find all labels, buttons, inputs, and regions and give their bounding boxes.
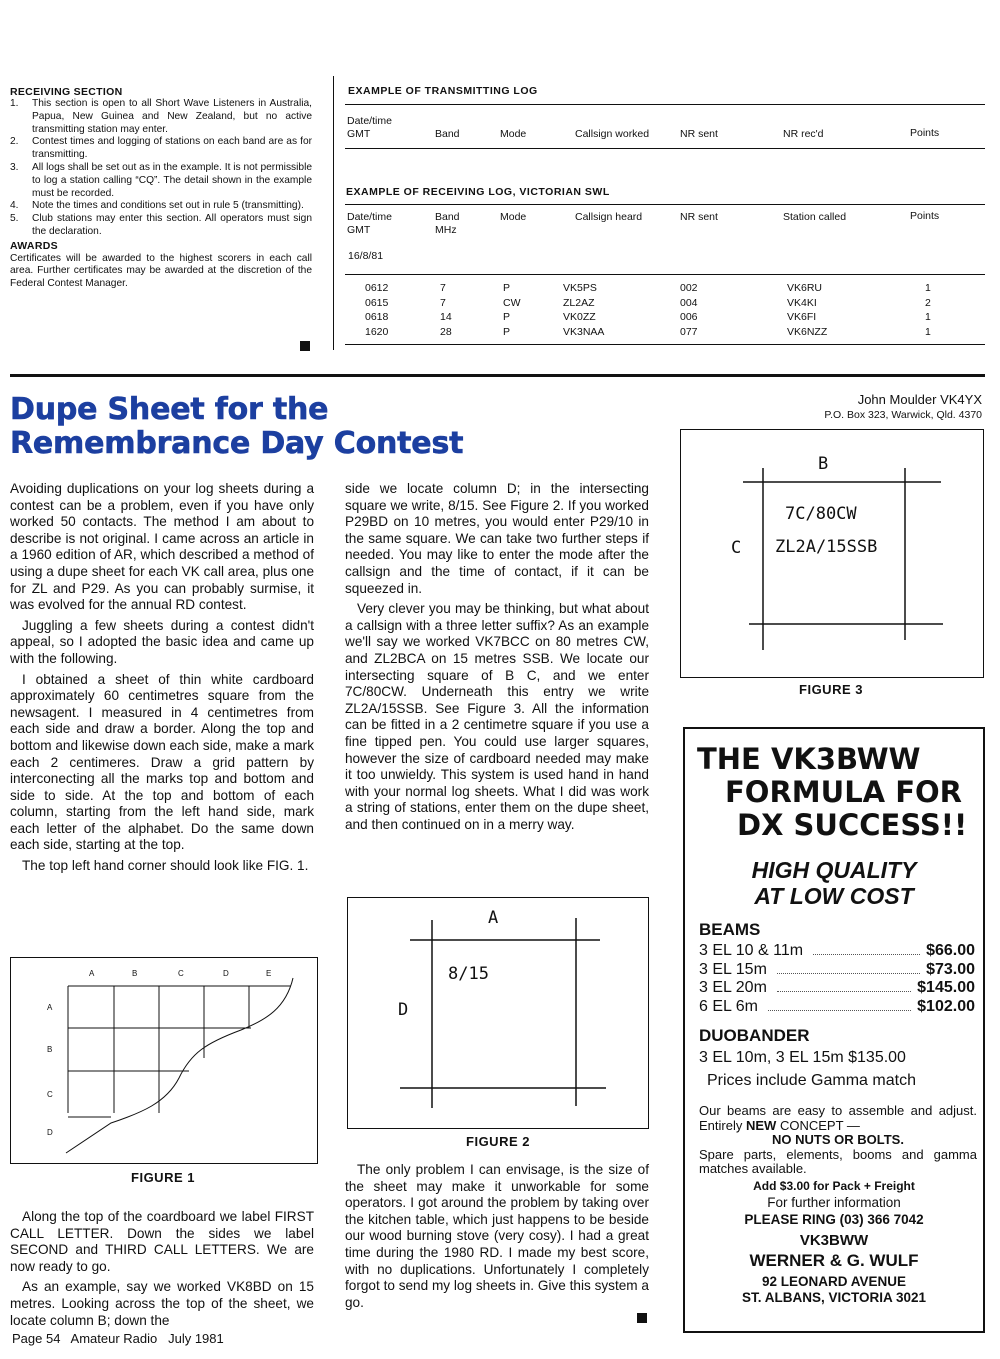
- ad-beams-heading: BEAMS: [699, 920, 761, 939]
- table-cell: 0615: [365, 296, 389, 309]
- tx-header-nr-sent: NR sent: [680, 128, 718, 140]
- ad-callsign: VK3BWW: [799, 1232, 869, 1249]
- ad-beam-item: [699, 998, 975, 1017]
- rule-line: [345, 204, 985, 205]
- rule-item: [10, 213, 312, 239]
- rule-item: [10, 98, 312, 136]
- table-cell: VK3NAA: [563, 325, 605, 338]
- column-divider: [333, 76, 334, 350]
- figure-1-row-label: D: [47, 1128, 53, 1137]
- rx-header-station: Station called: [783, 211, 847, 223]
- table-row: [345, 311, 985, 326]
- leader-dots: [813, 954, 920, 955]
- ad-subheadline: [685, 857, 983, 909]
- page-footer: Page 54 Amateur Radio July 1981: [12, 1331, 224, 1346]
- rule-number: 3.: [10, 161, 19, 173]
- table-cell: 006: [680, 311, 698, 323]
- figure-2-entry: 8/15: [448, 964, 489, 984]
- rule-text: This section is open to all Short Wave Listeners in Australia, Papua, New Guinea and New Zealand, but no active transmitting station may enter.: [32, 98, 312, 135]
- figure-1-row-label: C: [47, 1090, 53, 1099]
- rx-header-date: Date/time GMT: [347, 211, 392, 236]
- table-cell: 077: [680, 325, 698, 338]
- table-cell: 28: [440, 325, 452, 338]
- figure-2-col-label: A: [488, 908, 499, 928]
- figure-3-entry-1: 7C/80CW: [785, 504, 857, 524]
- rule-number: 1.: [10, 98, 19, 109]
- ad-headline-line: FORMULA FOR: [725, 775, 963, 809]
- ad-text: Spare parts, elements, booms and gamma matches available.: [699, 1146, 977, 1176]
- paragraph: As an example, say we worked VK8BD on 15 metres. Looking across the top of the sheet, we locate column B; down the: [10, 1279, 314, 1328]
- ad-beams-list: [699, 942, 975, 1016]
- table-cell: 14: [440, 311, 452, 323]
- figure-1-row-label: A: [47, 1003, 53, 1012]
- ad-beam-name: 3 EL 10 & 11m: [699, 942, 804, 959]
- ad-body: [699, 1104, 977, 1177]
- rule-number: 2.: [10, 136, 19, 148]
- rx-header-nr-sent: NR sent: [680, 211, 718, 223]
- figure-1-grid: [11, 958, 317, 1163]
- ad-duobander-line: 3 EL 10m, 3 EL 15m $135.00: [699, 1049, 906, 1066]
- rule-number: 4.: [10, 200, 19, 212]
- ad-beam-price: $102.00: [917, 997, 975, 1015]
- figure-1-col-label: B: [132, 969, 138, 978]
- table-cell: 1: [925, 311, 931, 323]
- ad-beam-price: $66.00: [926, 942, 975, 959]
- receiving-log-table: [345, 282, 985, 340]
- ad-subheadline-line: AT LOW COST: [754, 883, 914, 909]
- ad-beam-name: 6 EL 6m: [699, 997, 758, 1015]
- section-divider: [10, 374, 985, 377]
- rule-text: All logs shall be set out as in the example. It is not permissible to log a station calling “CQ”. The detail shown in the example must be recorded.: [32, 161, 312, 199]
- ad-beam-name: 3 EL 20m: [699, 979, 767, 996]
- article-title-line2: Remembrance Day Contest: [10, 426, 464, 461]
- figure-1: [10, 957, 318, 1164]
- ad-beam-name: 3 EL 15m: [699, 960, 767, 978]
- paragraph: The top left hand corner should look like FIG. 1.: [22, 858, 309, 874]
- figure-1-col-label: A: [89, 969, 95, 978]
- awards-heading: AWARDS: [10, 239, 58, 252]
- paragraph: Along the top of the coardboard we label FIRST CALL LETTER. Down the sides we label SECOND and THIRD CALL LETTERS. We are now ready to go.: [10, 1209, 314, 1274]
- table-row: [345, 282, 985, 297]
- ad-subheadline-line: HIGH QUALITY: [751, 857, 917, 883]
- rule-line: [345, 274, 985, 275]
- leader-dots: [777, 991, 911, 992]
- ad-duobander-heading: DUOBANDER: [699, 1026, 810, 1045]
- table-cell: P: [503, 282, 511, 294]
- rx-header-band: Band MHz: [435, 211, 460, 236]
- figure-3-caption: FIGURE 3: [799, 682, 863, 697]
- table-row: [345, 297, 985, 312]
- ad-info: For further information: [767, 1195, 901, 1210]
- end-mark-icon: [300, 341, 310, 351]
- leader-dots: [768, 1010, 911, 1011]
- ad-phone: PLEASE RING (03) 366 7042: [744, 1212, 924, 1227]
- rule-item: [10, 136, 312, 162]
- awards-text: Certificates will be awarded to the highest scorers in each call area. Further certificates may be awarded at the discretion of the Federal Contest Manager.: [10, 252, 312, 290]
- ad-headline-line: THE VK3BWW: [697, 742, 921, 776]
- table-cell: VK6RU: [787, 282, 823, 294]
- tx-header-mode: Mode: [500, 128, 527, 140]
- table-cell: VK4KI: [787, 296, 817, 309]
- rule-line: [345, 104, 985, 105]
- tx-header-callsign: Callsign worked: [575, 128, 650, 140]
- ad-no-nuts: NO NUTS OR BOLTS.: [772, 1132, 904, 1147]
- table-cell: 002: [680, 282, 698, 294]
- figure-1-col-label: D: [223, 969, 229, 978]
- figure-1-col-label: C: [178, 969, 184, 978]
- figure-3-entry-2: ZL2A/15SSB: [775, 537, 878, 557]
- receiving-log-title: EXAMPLE OF RECEIVING LOG, VICTORIAN SWL: [346, 186, 610, 198]
- article-column-2: [345, 481, 649, 837]
- ad-street: 92 LEONARD AVENUE: [761, 1274, 907, 1289]
- paragraph: Juggling a few sheets during a contest didn't appeal, so I adopted the basic idea and came up with the following.: [10, 617, 314, 666]
- ad-gamma: Prices include Gamma match: [707, 1072, 916, 1089]
- transmitting-log-title: EXAMPLE OF TRANSMITTING LOG: [348, 85, 538, 97]
- table-cell: 1: [925, 325, 931, 338]
- figure-1-caption: FIGURE 1: [131, 1170, 195, 1185]
- paragraph: The only problem I can envisage, is the size of the sheet may make it unworkable for some operators. I got around the problem by taking over the kitchen table, which just happens to be beside our wood burning stove (very cosy). I had a great time during the 1980 RD. I made my best score, with no duplications. Unfortunately I completely forgot to send my log sheets in. Give this system a go.: [345, 1162, 649, 1310]
- table-cell: 004: [680, 296, 698, 309]
- ad-city: ST. ALBANS, VICTORIA 3021: [741, 1290, 927, 1305]
- paragraph: side we locate column D; in the intersecting square we write, 8/15. See Figure 2. If you worked P29BD on 10 metres, you would enter P29/10 in the same square. We can take two further steps if needed. You may like to enter the mode after the callsign and the time of contact, if it can be squeezed in.: [345, 481, 649, 596]
- advertisement: [683, 727, 985, 1333]
- table-cell: 7: [440, 296, 446, 309]
- table-cell: 2: [925, 296, 931, 309]
- figure-2: [347, 897, 649, 1129]
- ad-text: Our beams are easy to assemble and adjust. Entirely: [699, 1103, 977, 1133]
- tx-header-nr-recd: NR rec'd: [783, 128, 824, 140]
- ad-headline-line: DX SUCCESS!!: [737, 808, 968, 842]
- figure-3-row-label: C: [731, 538, 742, 558]
- table-cell: 0612: [365, 282, 389, 294]
- end-mark-icon: [637, 1313, 647, 1323]
- table-cell: VK6FI: [787, 311, 817, 323]
- table-cell: 0618: [365, 311, 389, 323]
- paragraph: Avoiding duplications on your log sheets during a contest can be a problem, even if you have only worked 50 contacts. The method I am about to describe is not original. I came across an article in a 1960 edition of AR, which described a method of using a dupe sheet for each VK call area, plus one for ZL and P29. As you can probably surmise, it was evolved for the annual RD contest.: [10, 481, 314, 613]
- ad-beam-item: [699, 942, 975, 961]
- ad-beam-price: $145.00: [917, 979, 975, 996]
- rule-item: [10, 200, 312, 213]
- figure-3: [680, 429, 984, 678]
- article-address: P.O. Box 323, Warwick, Qld. 4370: [824, 409, 982, 421]
- paragraph: Very clever you may be thinking, but what about a callsign with a three letter suffix? As an example we'll say we worked VK7BCC on 80 metres CW, and ZL2BCA on 15 metres SSB. We locate our intersecting square of B C, and we enter 7C/80CW. Underneath this entry we write ZL2A/15SSB. See Figure 3. All the information can be fitted in a 2 centimetre square if you use a fine tipped pen. You could use larger squares, however the size of cardboard needed may make it too unwieldy. This system is used hand in hand with your normal log sheets. What I did was work a string of stations, enter them on the dupe sheet, and then continued on in a merry way.: [345, 601, 649, 832]
- table-cell: CW: [503, 296, 521, 309]
- rule-line: [345, 148, 985, 149]
- rule-number: 5.: [10, 213, 19, 225]
- rule-text: Club stations may enter this section. All operators must sign the declaration.: [32, 213, 312, 237]
- rx-header-callsign: Callsign heard: [575, 211, 643, 223]
- table-cell: ZL2AZ: [563, 296, 595, 309]
- table-cell: 7: [440, 282, 446, 294]
- table-cell: VK6NZZ: [787, 325, 828, 338]
- rx-log-date: 16/8/81: [348, 250, 384, 262]
- table-cell: P: [503, 311, 511, 323]
- ad-freight: Add $3.00 for Pack + Freight: [753, 1179, 915, 1193]
- rule-text: Contest times and logging of stations on each band are as for transmitting.: [32, 136, 312, 161]
- ad-text: NEW: [745, 1117, 777, 1133]
- receiving-section-heading: RECEIVING SECTION: [10, 86, 123, 98]
- table-cell: P: [503, 325, 511, 338]
- tx-header-date: Date/time GMT: [347, 115, 392, 140]
- leader-dots: [777, 973, 920, 974]
- rule-item: [10, 162, 312, 200]
- receiving-section-rules: [10, 98, 312, 291]
- tx-header-points: Points: [910, 127, 940, 139]
- ad-names: WERNER & G. WULF: [749, 1251, 919, 1270]
- article-column-1: [10, 481, 314, 879]
- figure-1-row-label: B: [47, 1045, 53, 1054]
- article-author: John Moulder VK4YX: [857, 392, 982, 407]
- rule-line: [345, 344, 985, 345]
- article-column-1-continued: [10, 1209, 314, 1333]
- figure-1-col-label: E: [266, 969, 272, 978]
- table-cell: VK0ZZ: [563, 311, 596, 323]
- ad-beam-price: $73.00: [926, 960, 975, 978]
- table-cell: 1620: [365, 325, 389, 338]
- ad-text: CONCEPT —: [779, 1117, 860, 1133]
- rx-header-mode: Mode: [500, 211, 527, 223]
- ad-beam-item: [699, 979, 975, 998]
- figure-2-grid: [348, 898, 648, 1128]
- figure-2-caption: FIGURE 2: [466, 1134, 530, 1149]
- receiving-section: [10, 86, 312, 291]
- table-row: [345, 326, 985, 341]
- figure-2-row-label: D: [398, 1000, 409, 1020]
- tx-header-band: Band: [435, 128, 460, 140]
- rule-text: Note the times and conditions set out in rule 5 (transmitting).: [32, 200, 304, 212]
- ad-headline: [697, 743, 967, 842]
- rx-header-points: Points: [910, 210, 940, 222]
- paragraph: I obtained a sheet of thin white cardboard approximately 60 centimetres square from the newsagent. I measured in 4 centimetres from each side and draw a border. Along the top and bottom and likewise down each side, make a mark each 2 centimeres. Draw a grid pattern by interconecting all the marks top and bottom and side to side. At the top and bottom of each column, starting from the left hand side, mark each letter of the alphabet. Do the same down each side, starting at the top.: [10, 671, 314, 853]
- article-column-2-continued: [345, 1162, 649, 1315]
- table-cell: VK5PS: [563, 282, 597, 294]
- article-title-line1: Dupe Sheet for the: [10, 392, 329, 427]
- table-cell: 1: [925, 282, 931, 294]
- ad-beam-item: [699, 961, 975, 980]
- figure-3-col-label: B: [818, 454, 829, 474]
